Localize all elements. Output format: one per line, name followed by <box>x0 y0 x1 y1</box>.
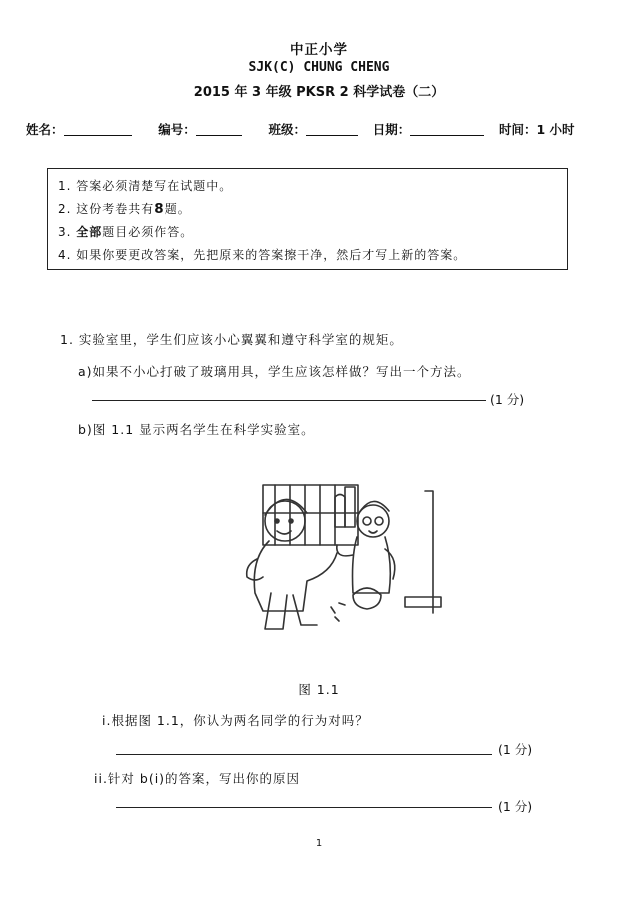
question-1a: a)如果不小心打破了玻璃用具，学生应该怎样做？写出一个方法。 <box>78 364 471 379</box>
figure-caption: 图 1.1 <box>298 682 340 697</box>
class-label: 班级： <box>268 122 306 137</box>
date-label: 日期： <box>372 122 411 137</box>
marks-1b-ii: (1 分) <box>498 799 533 814</box>
number-label: 编号： <box>158 122 196 137</box>
date-blank[interactable] <box>410 123 484 136</box>
class-blank[interactable] <box>306 123 358 136</box>
instruction-item: 1. 答案必须清楚写在试题中。 <box>58 179 233 193</box>
instruction-item: 2. 这份考卷共有8题。 <box>58 201 191 217</box>
answer-line-1b-ii[interactable] <box>116 807 492 808</box>
question-1-stem: 1. 实验室里，学生们应该小心翼翼和遵守科学室的规矩。 <box>60 332 403 347</box>
marks-1b-i: (1 分) <box>498 742 533 757</box>
instruction-item: 4. 如果你要更改答案，先把原来的答案擦干净，然后才写上新的答案。 <box>58 248 467 262</box>
question-1b: b)图 1.1 显示两名学生在科学实验室。 <box>78 422 315 437</box>
school-name-english: SJK(C) CHUNG CHENG <box>248 60 390 75</box>
question-1b-ii: ii.针对 b(i)的答案，写出你的原因 <box>94 771 301 786</box>
number-blank[interactable] <box>196 123 242 136</box>
time-label: 时间：1 小时 <box>498 122 575 137</box>
question-1b-i: i.根据图 1.1，你认为两名同学的行为对吗？ <box>102 713 369 728</box>
instructions-box <box>47 168 568 270</box>
marks-1a: (1 分) <box>490 392 525 407</box>
school-name-chinese: 中正小学 <box>290 42 348 58</box>
name-blank[interactable] <box>64 123 132 136</box>
lab-students-illustration <box>235 477 445 639</box>
answer-line-1a[interactable] <box>92 400 486 401</box>
student-info-row <box>26 120 575 138</box>
instruction-item: 3. 全部题目必须作答。 <box>58 225 194 239</box>
exam-title: 2015 年 3 年级 PKSR 2 科学试卷（二） <box>193 85 445 100</box>
name-label: 姓名： <box>26 122 64 137</box>
page-number: 1 <box>315 838 323 849</box>
answer-line-1b-i[interactable] <box>116 754 492 755</box>
